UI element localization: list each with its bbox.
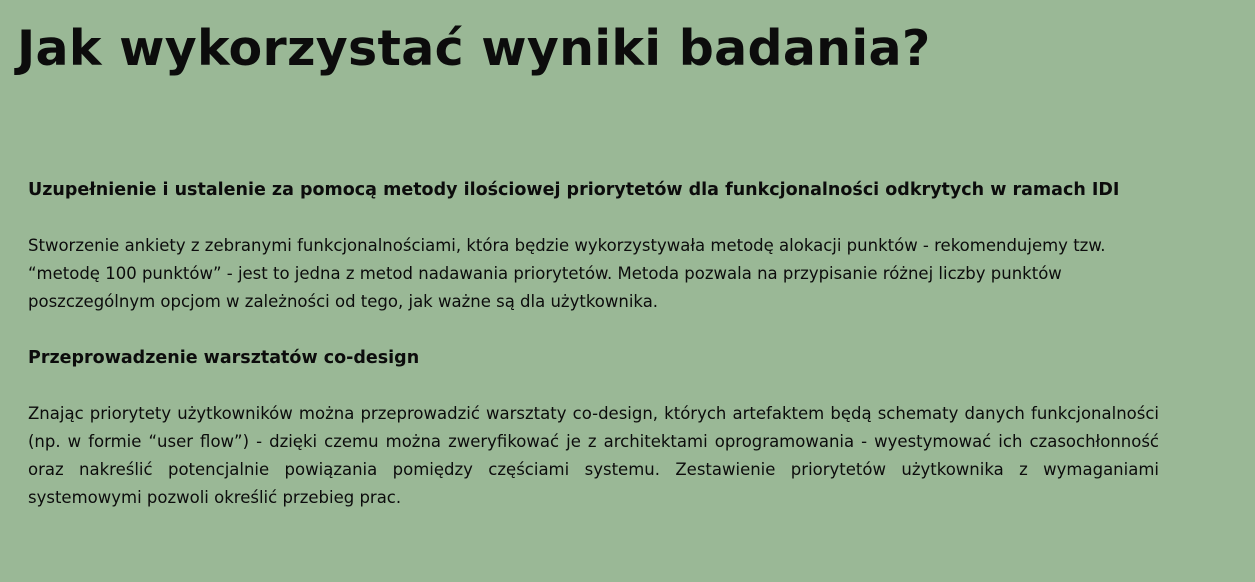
content-area (28, 176, 1159, 512)
page-title: Jak wykorzystać wyniki badania? (17, 20, 931, 77)
section-body-co-design: Znając priorytety użytkowników można przeprowadzić warsztaty co-design, których artefaktem będą schematy danych funkcjonalności (np. w formie “user flow”) - dzięki czemu można zweryfikować je z architektami oprogramowania - wyestymować ich czasochłonność oraz nakreślić potencjalnie powiązania pomiędzy częściami systemu. Zestawienie priorytetów użytkownika z wymaganiami systemowymi pozwoli określić przebieg prac. (28, 404, 1159, 507)
section-body-priorities: Stworzenie ankiety z zebranymi funkcjonalnościami, która będzie wykorzystywała metodę alokacji punktów - rekomendujemy tzw. “metodę 100 punktów” - jest to jedna z metod nadawania priorytetów. Metoda pozwala na przypisanie różnej liczby punktów poszczególnym opcjom w zależności od tego, jak ważne są dla użytkownika. (28, 236, 1106, 311)
section-heading-priorities: Uzupełnienie i ustalenie za pomocą metody ilościowej priorytetów dla funkcjonalności odkrytych w ramach IDI (28, 180, 1120, 200)
section-heading-co-design: Przeprowadzenie warsztatów co-design (28, 348, 420, 368)
